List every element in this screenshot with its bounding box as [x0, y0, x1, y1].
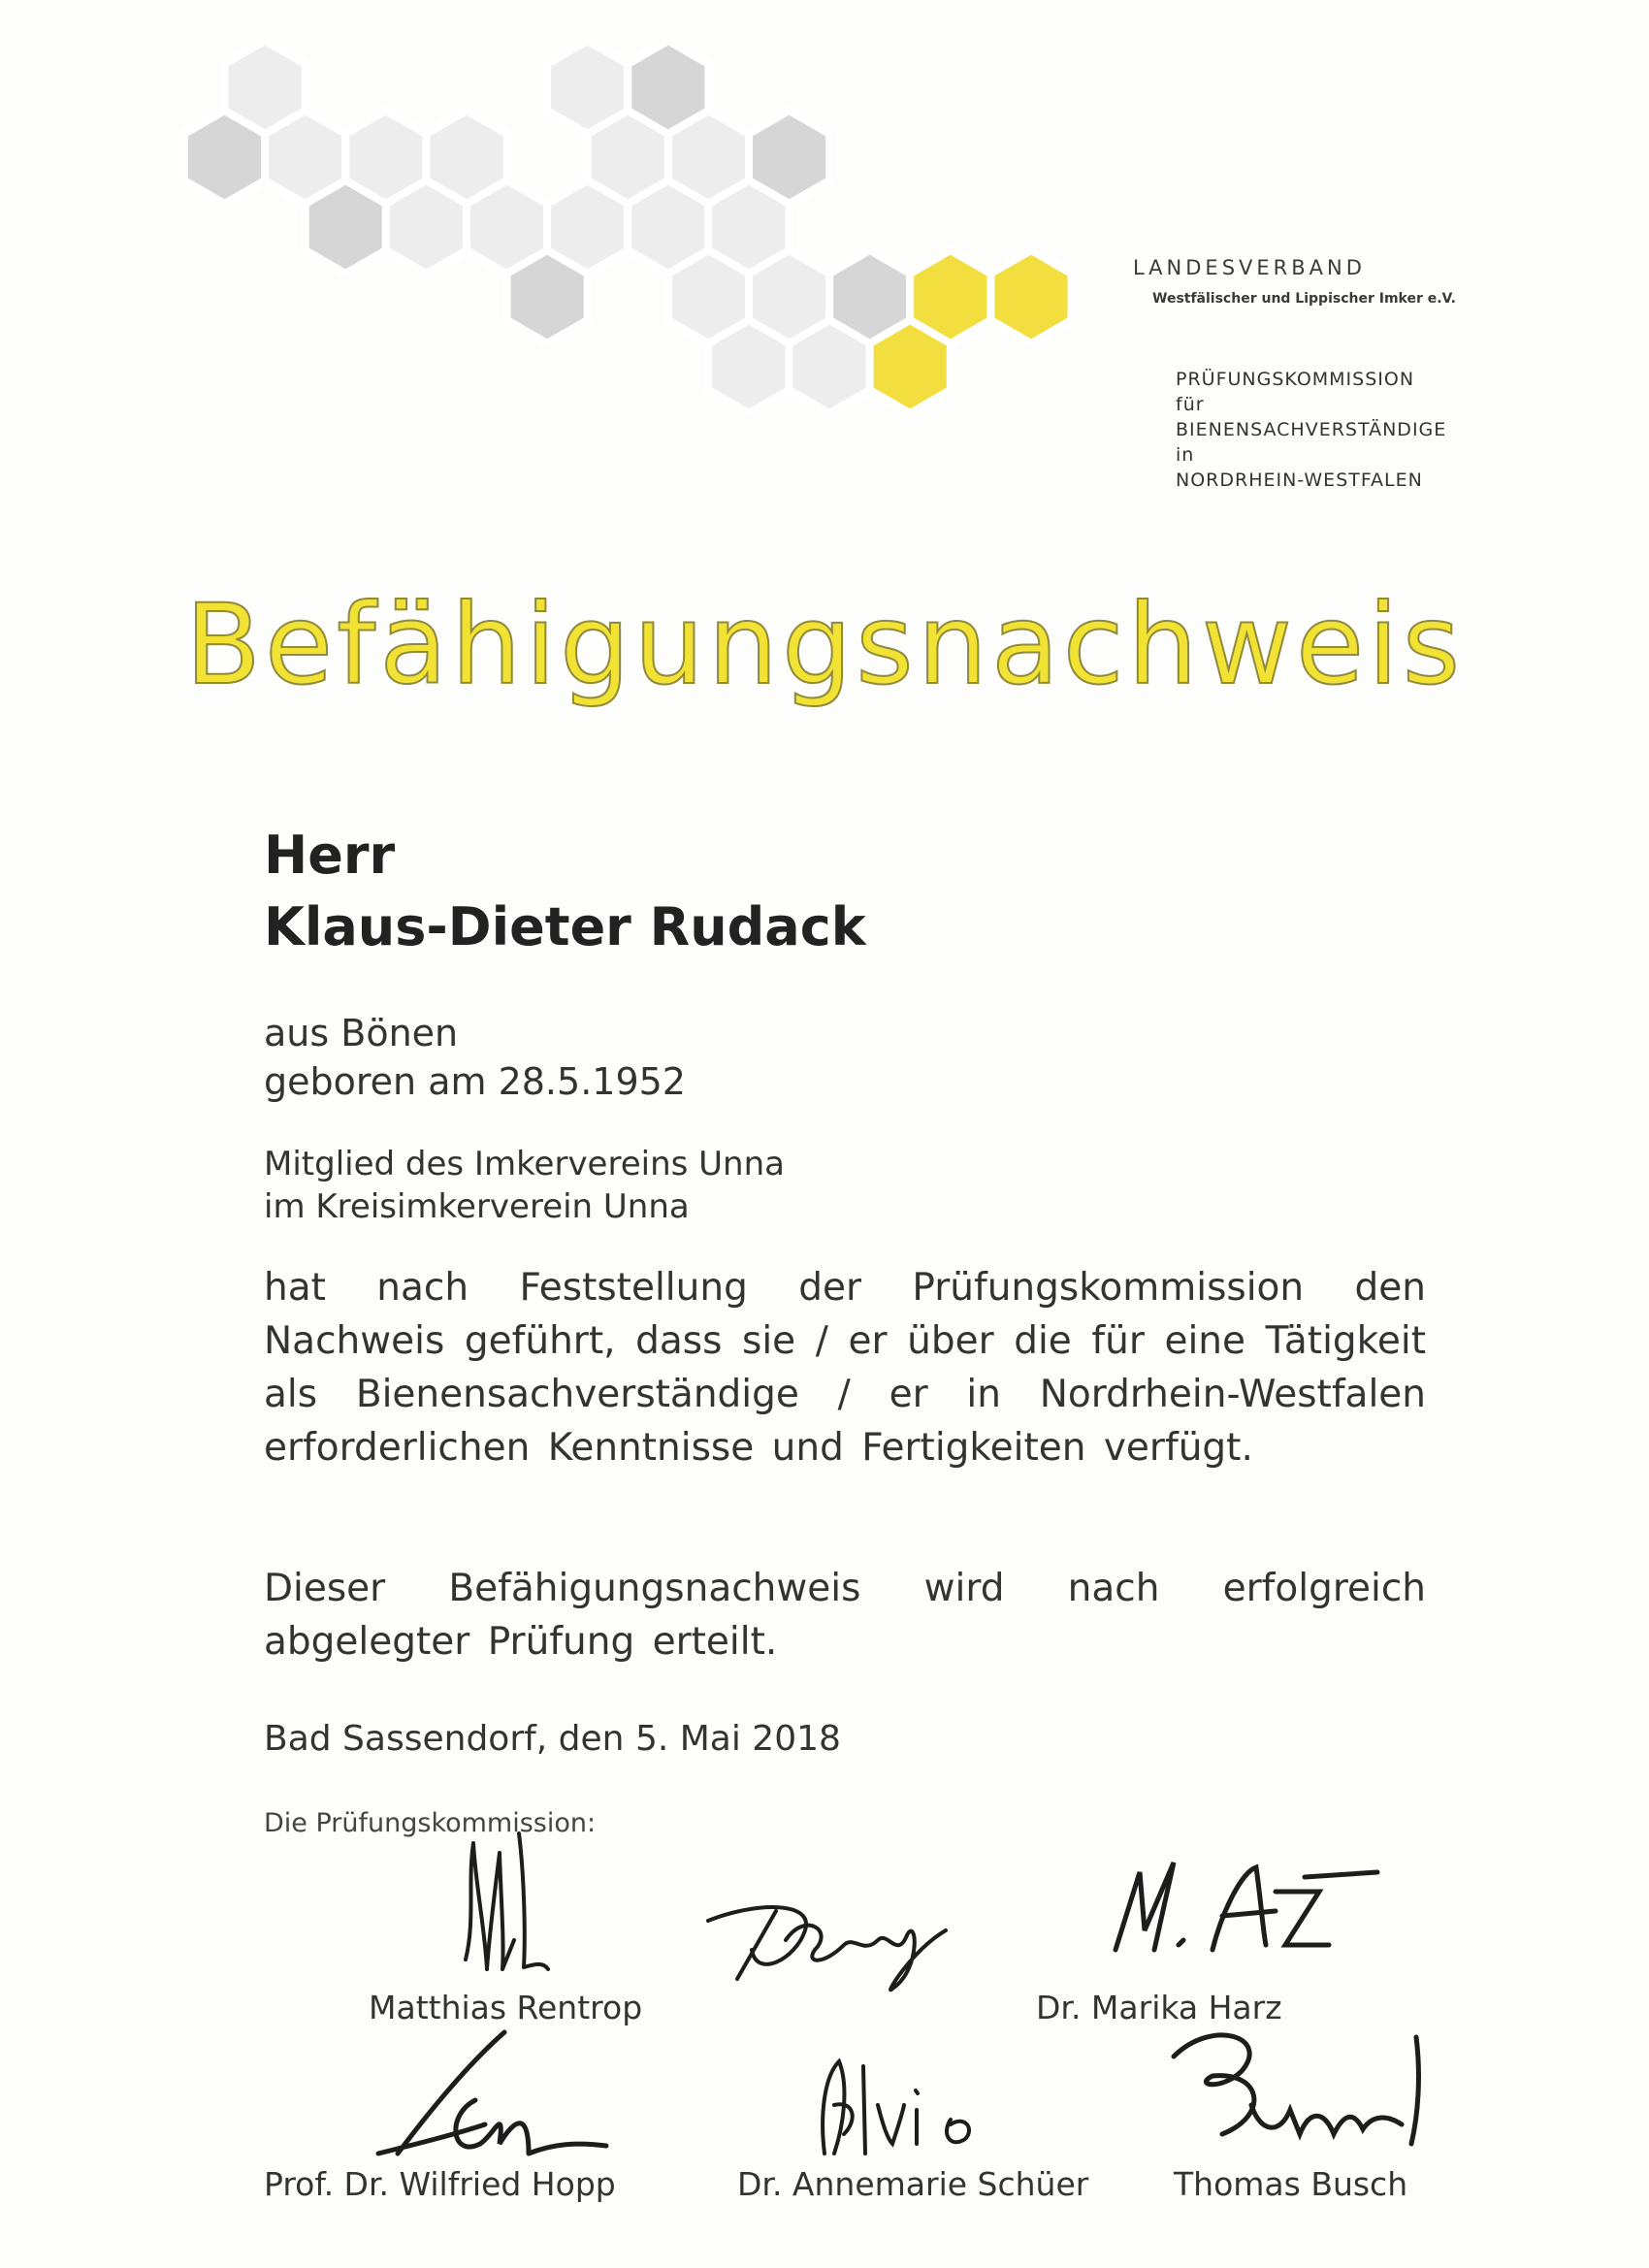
honeycomb-accent-cell — [870, 320, 951, 413]
place-and-date: Bad Sassendorf, den 5. Mai 2018 — [264, 1719, 841, 1759]
issuance-statement: Dieser Befähigungsnachweis wird nach erfolgreich abgelegter Prüfung erteilt. — [264, 1567, 1426, 1664]
signature-second-member — [698, 1892, 951, 2008]
commission-line: BIENENSACHVERSTÄNDIGE — [1176, 419, 1447, 440]
commission-line: für — [1176, 394, 1205, 415]
signatory-name: Dr. Marika Harz — [1036, 1989, 1282, 2026]
signature-schueer — [805, 2047, 1038, 2173]
signature-busch — [1154, 2018, 1445, 2163]
signature-harz — [1096, 1853, 1387, 1969]
membership-block — [264, 1143, 785, 1228]
qualification-statement: hat nach Feststellung der Prüfungskommission den Nachweis geführt, dass sie / er über die für eine Tätigkeit als Bienensachverständige / er in Nordrhein-Westfalen erforderlichen Kenntnisse und Fertigkeiten verfügt. — [264, 1266, 1426, 1470]
commission-label: Die Prüfungskommission: — [264, 1808, 597, 1838]
honeycomb-cell — [386, 180, 467, 274]
organization-name: LANDESVERBAND — [1133, 256, 1366, 279]
recipient-salutation: Herr — [264, 825, 396, 886]
signatory-name: Dr. Annemarie Schüer — [737, 2165, 1089, 2203]
recipient-origin: aus Bönen — [264, 1012, 459, 1054]
membership-club: Mitglied des Imkervereins Unna — [264, 1145, 785, 1183]
signatory-name: Thomas Busch — [1174, 2165, 1408, 2203]
recipient-origin-block — [264, 1009, 686, 1106]
signature-hopp — [359, 2027, 611, 2173]
recipient-birth-date: geboren am 28.5.1952 — [264, 1060, 686, 1103]
commission-line: NORDRHEIN-WESTFALEN — [1176, 470, 1423, 491]
signatory-name: Matthias Rentrop — [369, 1989, 643, 2026]
honeycomb-cell — [306, 180, 386, 274]
honeycomb-cell — [790, 320, 870, 413]
signature-rentrop — [446, 1824, 582, 1979]
honeycomb-logo — [146, 39, 1164, 524]
membership-district: im Kreisimkerverein Unna — [264, 1187, 690, 1226]
honeycomb-cell — [708, 320, 789, 413]
honeycomb-cell — [547, 180, 628, 274]
commission-line: in — [1176, 444, 1195, 466]
document-title: Befähigungsnachweis — [184, 580, 1465, 709]
signatory-name: Prof. Dr. Wilfried Hopp — [264, 2165, 616, 2203]
organization-subtitle: Westfälischer und Lippischer Imker e.V. — [1152, 291, 1456, 307]
commission-line: PRÜFUNGSKOMMISSION — [1176, 369, 1415, 390]
commission-block — [1176, 367, 1446, 493]
recipient-name: Klaus-Dieter Rudack — [264, 896, 866, 957]
honeycomb-accent-cell — [990, 250, 1071, 343]
